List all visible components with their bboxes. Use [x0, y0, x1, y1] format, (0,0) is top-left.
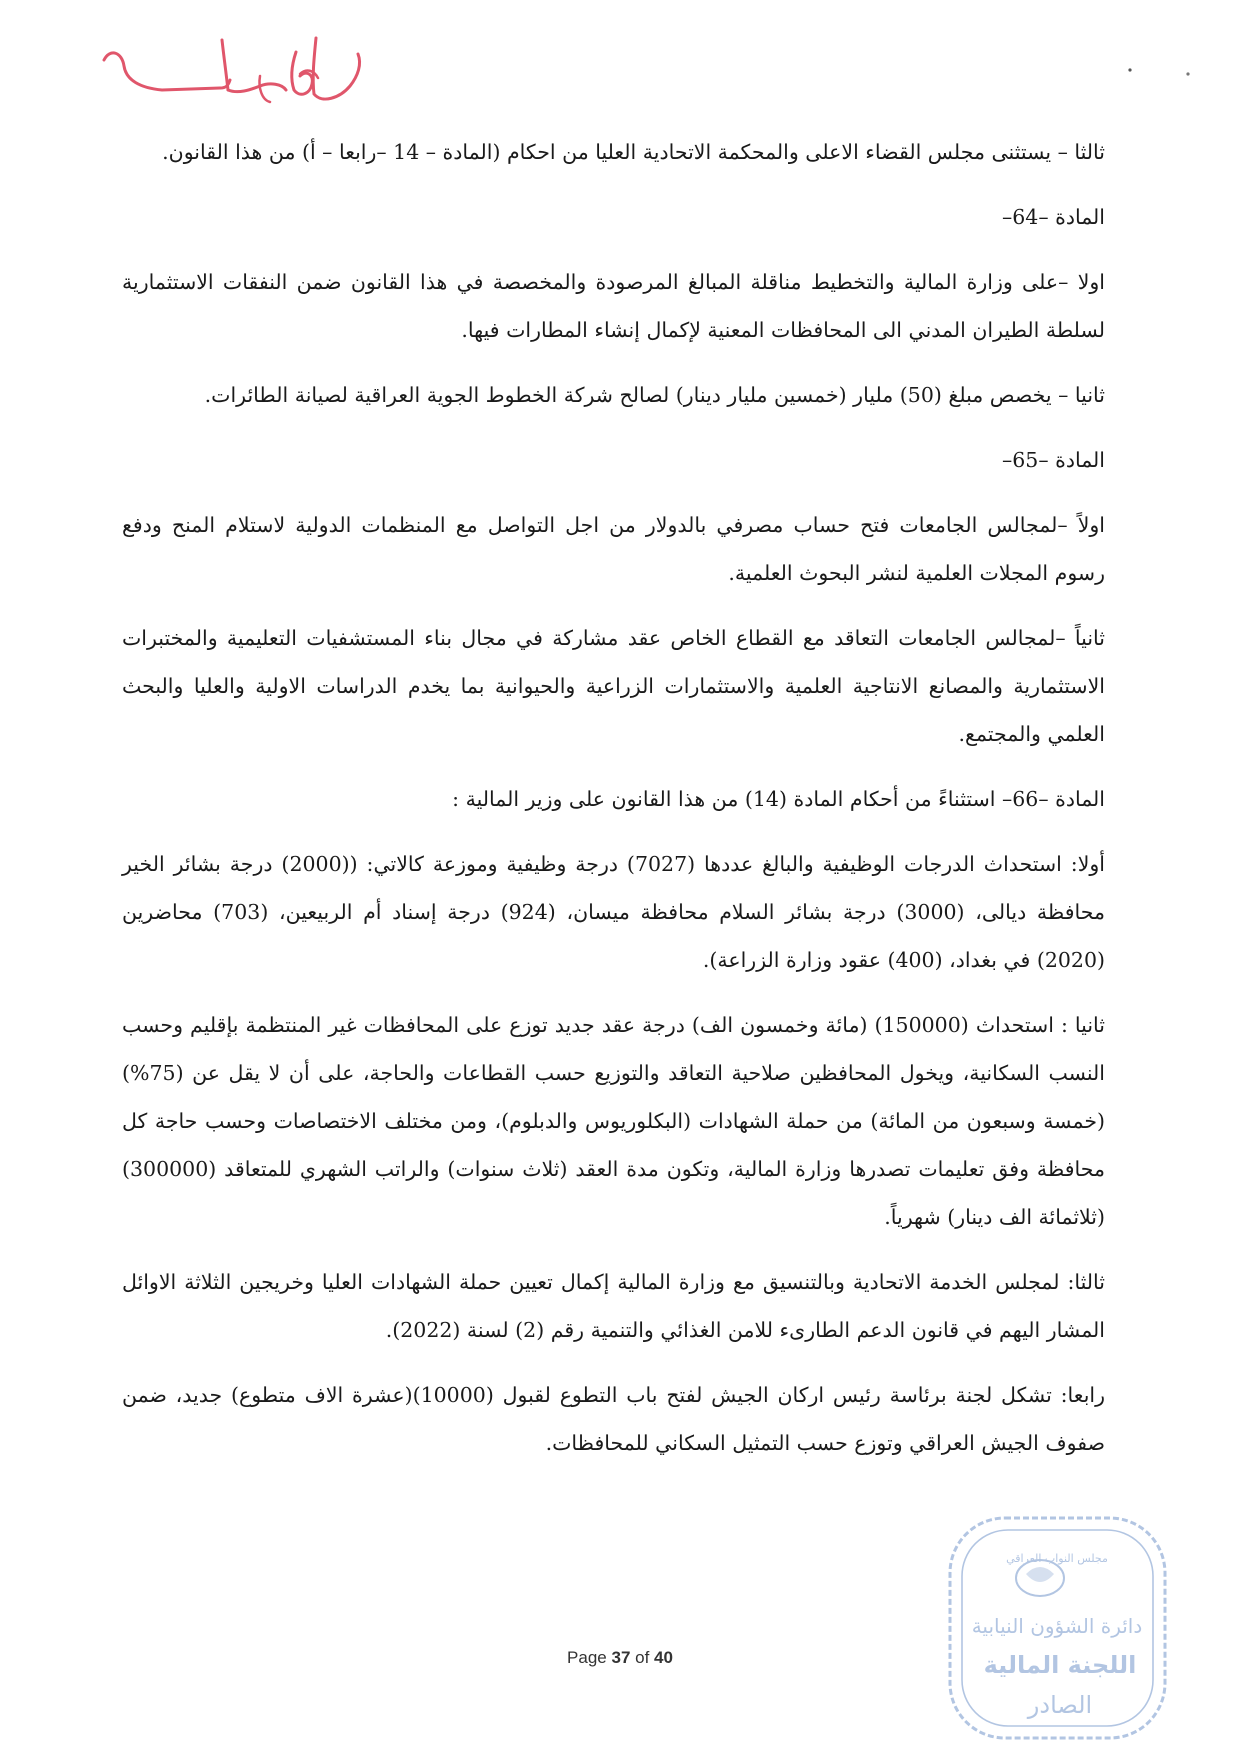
- stamp-line-4: الصادر: [1027, 1691, 1093, 1719]
- article-65-heading: المادة –65–: [1001, 448, 1105, 472]
- article-66-second: ثانيا : استحداث (150000) (مائة وخمسون الف) درجة عقد جديد توزع على المحافظات غير المنتظمة بإقليم وحسب النسب السكانية، ويخول المحافظين صلاحية التعاقد والتوزيع حسب القطاعات والحاجة، على أن لا يقل عن (75%) (خمسة وسبعون من المائة) من حملة الشهادات (البكلوريوس والدبلوم)، ومن مختلف الاختصاصات وحسب حاجة كل محافظة وفق تعليمات تصدرها وزارة المالية، وتكون مدة العقد (ثلاث سنوات) والراتب الشهري للمتعاقد (300000) (ثلاثمائة الف دينار) شهرياً.: [122, 1013, 1105, 1229]
- article-66-heading: المادة –66– استثناءً من أحكام المادة (14) من هذا القانون على وزير المالية :: [452, 787, 1105, 811]
- article-65-first: اولاً –لمجالس الجامعات فتح حساب مصرفي بالدولار من اجل التواصل مع المنظمات الدولية لاستلام المنح ودفع رسوم المجلات العلمية لنشر البحوث العلمية.: [122, 513, 1105, 585]
- footer-total-pages: 40: [654, 1648, 673, 1667]
- footer-prefix: Page: [567, 1648, 612, 1667]
- margin-dots: [1120, 62, 1200, 82]
- article-65-second: ثانياً –لمجالس الجامعات التعاقد مع القطاع الخاص عقد مشاركة في مجال بناء المستشفيات التعليمية والمختبرات الاستثمارية والمصانع الانتاجية العلمية والاستثمارات الزراعية والحيوانية بما يخدم الدراسات الاولية والعليا والبحث العلمي والمجتمع.: [122, 626, 1105, 746]
- footer-current-page: 37: [611, 1648, 631, 1667]
- article-64-second: ثانيا – يخصص مبلغ (50) مليار (خمسين مليار دينار) لصالح شركة الخطوط الجوية العراقية لصيانة الطائرات.: [204, 383, 1105, 407]
- article-66-fourth: رابعا: تشكل لجنة برئاسة رئيس اركان الجيش لفتح باب التطوع لقبول (10000)(عشرة الاف متطوع) جديد، ضمن صفوف الجيش العراقي وتوزع حسب التمثيل السكاني للمحافظات.: [122, 1383, 1105, 1455]
- stamp-line-3: اللجنة المالية: [983, 1651, 1137, 1679]
- article-64-heading: المادة –64–: [1001, 205, 1105, 229]
- handwritten-signature: [100, 28, 370, 138]
- article-66-third: ثالثا: لمجلس الخدمة الاتحادية وبالتنسيق مع وزارة المالية إكمال تعيين حملة الشهادات العليا وخريجين الثلاثة الاوائل المشار اليهم في قانون الدعم الطارىء للامن الغذائي والتنمية رقم (2) لسنة (2022).: [122, 1270, 1105, 1342]
- stamp-line-2: دائرة الشؤون النيابية: [971, 1614, 1143, 1638]
- document-body: [122, 128, 1105, 1484]
- page-footer: [0, 1648, 1240, 1668]
- article-66-first: أولا: استحداث الدرجات الوظيفية والبالغ عددها (7027) درجة وظيفية وموزعة كالاتي: ((2000) درجة بشائر الخير محافظة ديالى، (3000) درجة بشائر السلام محافظة ميسان، (924) درجة إسناد أم الربيعين، (703) محاضرين (2020) في بغداد، (400) عقود وزارة الزراعة).: [122, 852, 1105, 972]
- footer-middle: of: [630, 1648, 655, 1667]
- article-64-first: اولا –على وزارة المالية والتخطيط مناقلة المبالغ المرصودة والمخصصة في هذا القانون ضمن النفقات الاستثمارية لسلطة الطيران المدني الى المحافظات المعنية لإكمال إنشاء المطارات فيها.: [122, 270, 1105, 342]
- paragraph-third-exception: ثالثا – يستثنى مجلس القضاء الاعلى والمحكمة الاتحادية العليا من احكام (المادة – 14 –رابعا – أ) من هذا القانون.: [162, 140, 1105, 164]
- stamp-line-1: مجلس النواب العراقي: [1006, 1552, 1108, 1565]
- official-stamp: [940, 1508, 1175, 1748]
